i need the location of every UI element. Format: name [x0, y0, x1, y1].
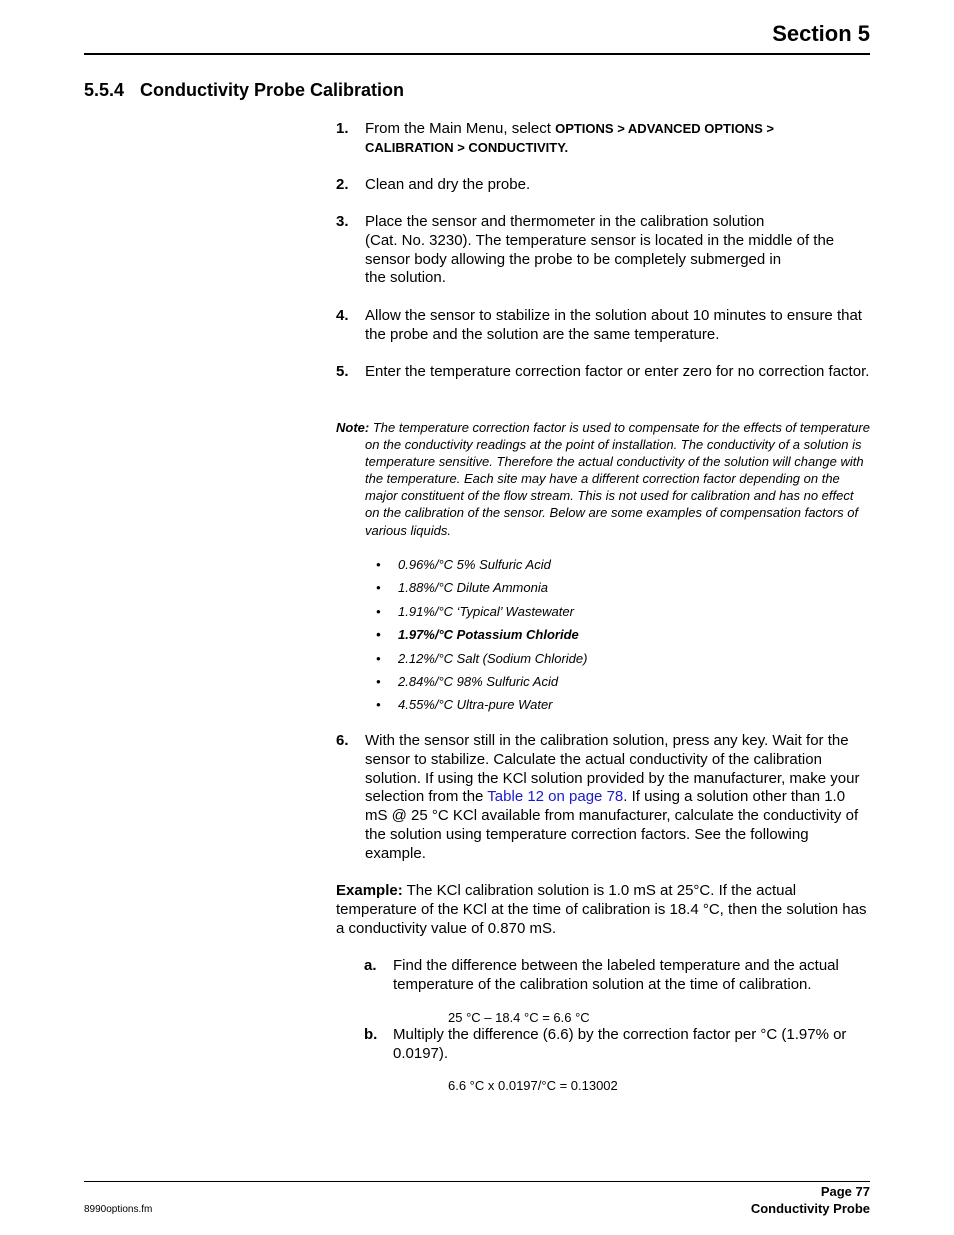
step-text-line: Place the sensor and thermometer in the calibration solution	[365, 213, 765, 230]
substep-text: Multiply the difference (6.6) by the correction factor per °C (1.97% or 0.0197).	[393, 1026, 847, 1062]
bullet-icon: •	[376, 557, 381, 572]
step-text: Clean and dry the probe.	[365, 176, 531, 193]
bullet-icon: •	[376, 697, 381, 712]
bullet-icon: •	[376, 604, 381, 619]
step-number: 1.	[336, 120, 349, 137]
table-12-link[interactable]: Table 12 on page 78	[487, 788, 624, 806]
factor-item	[376, 580, 548, 596]
step-number: 6.	[336, 732, 349, 749]
bullet-icon: •	[376, 674, 381, 689]
step-number: 3.	[336, 213, 349, 230]
step-text: From the Main Menu, select	[365, 120, 556, 137]
factor-text: 1.91%/°C ‘Typical’ Wastewater	[398, 604, 574, 619]
heading-title: Conductivity Probe Calibration	[140, 80, 405, 100]
step-number: 5.	[336, 363, 349, 380]
bullet-icon: •	[376, 651, 381, 666]
heading-number: 5.5.4	[84, 80, 125, 100]
footer-filename: 8990options.fm	[84, 1204, 153, 1215]
example-text: The KCl calibration solution is 1.0 mS at 25°C. If the actual temperature of the KCl at the time of calibration is 18.4 °C, then the solution has a conductivity value of 0.870 mS.	[336, 882, 867, 937]
bullet-icon: •	[376, 580, 381, 595]
factor-text: 0.96%/°C 5% Sulfuric Acid	[398, 557, 551, 572]
step-number: 2.	[336, 176, 349, 193]
step-6	[336, 732, 870, 864]
factor-text: 2.12%/°C Salt (Sodium Chloride)	[398, 651, 588, 666]
step-5	[336, 363, 870, 382]
factor-text: 4.55%/°C Ultra-pure Water	[398, 697, 553, 712]
substep-letter: b.	[364, 1026, 378, 1043]
menu-path: OPTIONS > ADVANCED OPTIONS >	[555, 121, 774, 136]
factor-text: 2.84%/°C 98% Sulfuric Acid	[398, 674, 559, 689]
step-2	[336, 176, 870, 195]
note	[336, 419, 870, 539]
footer-rule	[84, 1181, 870, 1182]
step-number: 4.	[336, 307, 349, 324]
factor-item-highlighted	[376, 627, 579, 643]
step-text-line: the solution.	[365, 269, 446, 287]
formula-b: 6.6 °C x 0.0197/°C = 0.13002	[448, 1078, 618, 1093]
menu-path: CALIBRATION > CONDUCTIVITY.	[365, 139, 569, 155]
section-title: Section 5	[772, 21, 870, 46]
note-text: The temperature correction factor is used to compensate for the effects of temperature on the conductivity readings at the point of installation. The conductivity of a solution is temperature sensitive. Therefore the actual conductivity of the solution will change with the temperature. Each site may have a different correction factor depending on the major constituent of the flow stream. This is not used for calibration and has no effect on the calibration of the sensor. Below are some examples of compensation factors of various liquids.	[365, 420, 870, 538]
header-rule	[84, 53, 870, 55]
footer-topic: Conductivity Probe	[750, 1201, 870, 1216]
factor-item	[376, 674, 558, 690]
formula-a: 25 °C – 18.4 °C = 6.6 °C	[448, 1010, 590, 1025]
factor-item	[376, 557, 551, 573]
step-3	[336, 213, 870, 288]
factor-text: 1.97%/°C Potassium Chloride	[398, 627, 579, 642]
step-text: Enter the temperature correction factor or enter zero for no correction factor.	[365, 363, 870, 380]
bullet-icon: •	[376, 627, 381, 642]
step-4	[336, 307, 870, 345]
example-label: Example:	[336, 882, 403, 899]
factor-item	[376, 651, 587, 667]
example-paragraph	[336, 882, 870, 938]
step-text: . If using a solution other than 1.0 mS @ 25 °C KCl available from manufacturer, calculate the conductivity of the solution using temperature correction factors. See the following example.	[365, 788, 859, 862]
step-1	[336, 120, 870, 158]
factor-item	[376, 604, 574, 620]
substep-b	[364, 1026, 870, 1064]
substep-a	[364, 957, 870, 995]
subsection-heading	[84, 78, 404, 102]
note-label: Note:	[336, 420, 370, 435]
step-text-line: (Cat. No. 3230). The temperature sensor is located in the middle of the	[365, 231, 835, 249]
step-text-line: sensor body allowing the probe to be completely submerged in	[365, 250, 782, 268]
step-text: Allow the sensor to stabilize in the solution about 10 minutes to ensure that the probe and the solution are the same temperature.	[365, 307, 862, 343]
factor-item	[376, 697, 553, 713]
substep-text: Find the difference between the labeled temperature and the actual temperature of the calibration solution at the time of calibration.	[393, 957, 839, 993]
step-text: With the sensor still in the calibration solution, press any key. Wait for the sensor to stabilize. Calculate the actual conductivity of the calibration solution. If using the KCl solution provided by the manufacturer, make your selection from the	[365, 732, 860, 806]
substep-letter: a.	[364, 957, 377, 974]
factor-text: 1.88%/°C Dilute Ammonia	[398, 580, 548, 595]
footer-page-number: Page 77	[820, 1184, 870, 1199]
